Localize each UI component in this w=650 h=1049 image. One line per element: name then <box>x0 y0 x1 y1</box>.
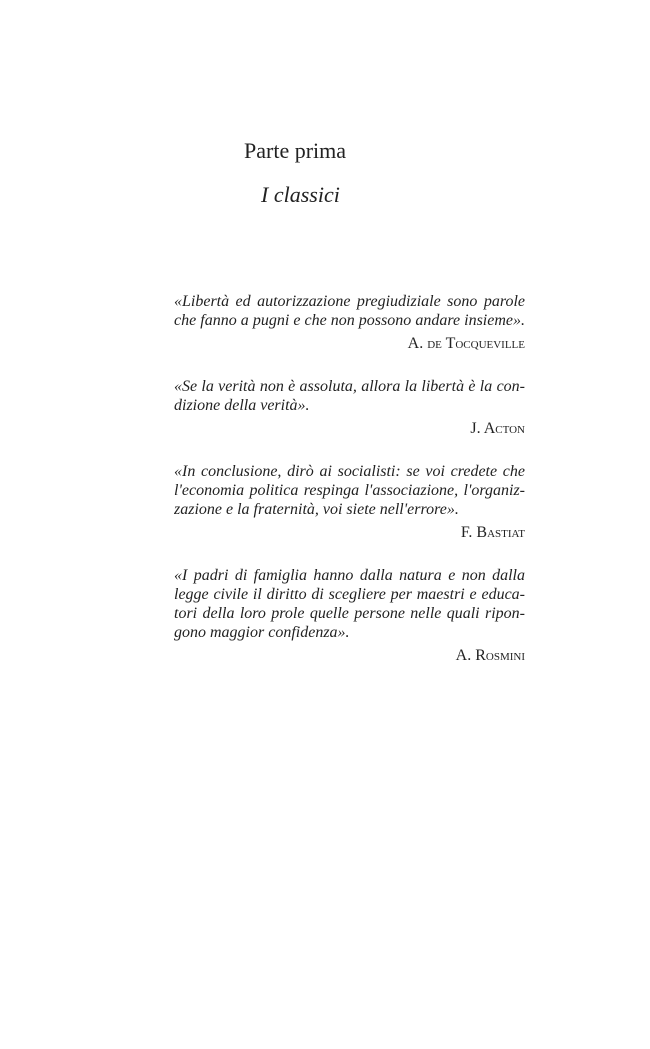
quote-author: A. Rosmini <box>455 647 525 664</box>
quote-line: «Libertà ed autorizzazione pregiudiziale sono parole <box>174 293 525 310</box>
quote-text <box>174 462 525 519</box>
quote-line: «In conclusione, dirò ai socialisti: se voi credete che <box>174 463 525 480</box>
quote-line: tori della loro prole quelle persone nelle quali ripon- <box>174 605 525 622</box>
quote-line: zazione e la fraternità, voi siete nell'errore». <box>174 501 459 518</box>
quote-line: «I padri di famiglia hanno dalla natura e non dalla <box>174 567 525 584</box>
epigraph-tocqueville <box>174 292 525 353</box>
part-title: Parte prima <box>244 138 347 163</box>
quote-text <box>174 377 525 415</box>
epigraph-acton <box>174 377 525 438</box>
quote-author: A. de Tocqueville <box>407 335 525 352</box>
epigraph-rosmini <box>174 566 525 665</box>
epigraph-bastiat <box>174 462 525 542</box>
quote-line: «Se la verità non è assoluta, allora la libertà è la con- <box>174 378 525 395</box>
quote-line: dizione della verità». <box>174 397 310 414</box>
quote-line: legge civile il diritto di scegliere per maestri e educa- <box>174 586 525 603</box>
quote-author: F. Bastiat <box>460 524 525 541</box>
quote-line: gono maggior confidenza». <box>174 624 350 641</box>
quote-line: che fanno a pugni e che non possono andare insieme». <box>174 312 525 329</box>
quote-text <box>174 566 525 642</box>
epigraphs <box>174 292 525 689</box>
quote-author: J. Acton <box>470 420 525 437</box>
part-subtitle: I classici <box>261 182 340 207</box>
quote-line: l'economia politica respinga l'associazione, l'organiz- <box>174 482 525 499</box>
quote-text <box>174 292 525 330</box>
